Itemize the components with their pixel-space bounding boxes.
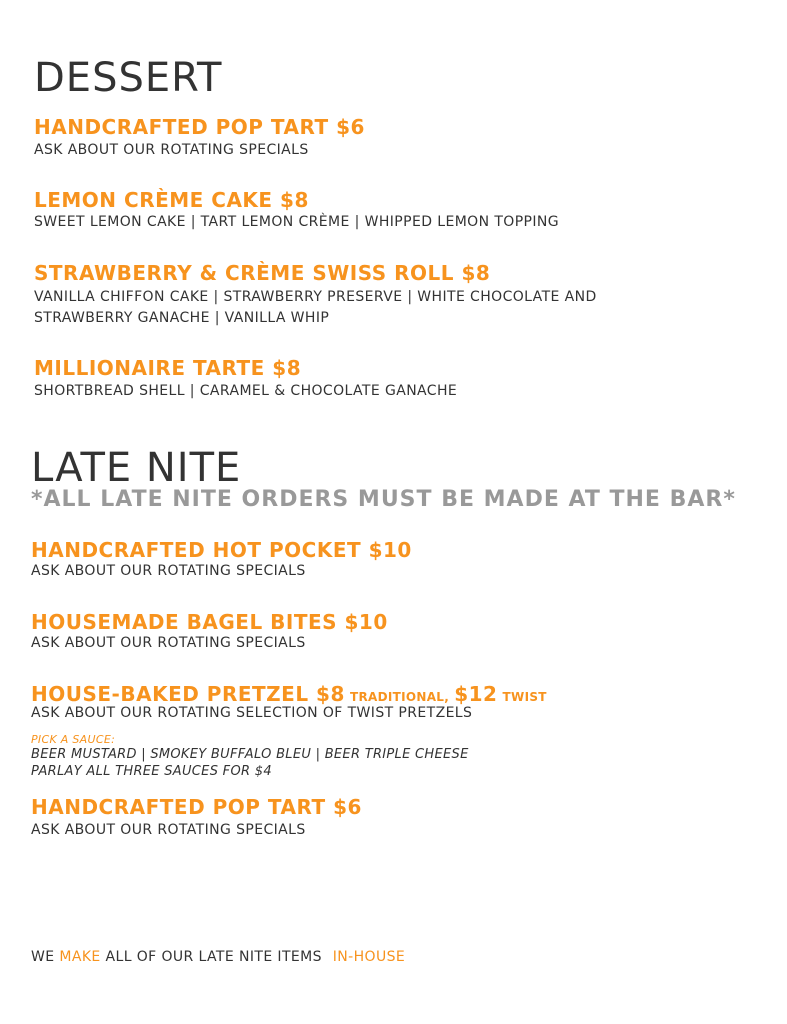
dessert-item-1-desc: ASK ABOUT OUR ROTATING SPECIALS [34, 142, 309, 158]
late-item-3-price-2: $12 [454, 682, 498, 706]
dessert-item-2-title: LEMON CRÈME CAKE $8 [34, 188, 309, 212]
late-item-2-title: HOUSEMADE BAGEL BITES $10 [31, 610, 388, 634]
sauce-options: BEER MUSTARD | SMOKEY BUFFALO BLEU | BEER TRIPLE CHEESE [31, 747, 469, 762]
late-item-2-desc: ASK ABOUT OUR ROTATING SPECIALS [31, 635, 306, 651]
late-item-3-title: HOUSE-BAKED PRETZEL $8 [31, 682, 345, 706]
dessert-item-3-desc-line1: VANILLA CHIFFON CAKE | STRAWBERRY PRESERVE | WHITE CHOCOLATE AND [34, 289, 597, 305]
footer-tagline [31, 950, 405, 964]
late-item-3-title-row [31, 684, 547, 705]
late-item-4-title: HANDCRAFTED POP TART $6 [31, 795, 362, 819]
sauce-label: PICK A SAUCE: [31, 733, 116, 746]
footer-part-1: WE [31, 949, 55, 965]
sauce-parlay: PARLAY ALL THREE SAUCES FOR $4 [31, 764, 272, 779]
footer-part-2: MAKE [59, 949, 101, 965]
footer-part-4: IN-HOUSE [332, 949, 406, 965]
dessert-item-3-desc-line2: STRAWBERRY GANACHE | VANILLA WHIP [34, 310, 330, 326]
late-nite-notice: *ALL LATE NITE ORDERS MUST BE MADE AT THE BAR* [31, 487, 736, 512]
dessert-item-4-title: MILLIONAIRE TARTE $8 [34, 356, 302, 380]
footer-part-3: ALL OF OUR LATE NITE ITEMS [105, 949, 322, 965]
dessert-item-3-title: STRAWBERRY & CRÈME SWISS ROLL $8 [34, 261, 491, 285]
dessert-heading: DESSERT [34, 55, 223, 101]
dessert-item-1-title: HANDCRAFTED POP TART $6 [34, 115, 365, 139]
late-item-3-desc: ASK ABOUT OUR ROTATING SELECTION OF TWIST PRETZELS [31, 705, 473, 721]
late-item-3-price-note-1: TRADITIONAL, [349, 690, 450, 704]
late-nite-heading: LATE NITE [31, 445, 242, 491]
late-item-4-desc: ASK ABOUT OUR ROTATING SPECIALS [31, 822, 306, 838]
late-item-1-desc: ASK ABOUT OUR ROTATING SPECIALS [31, 563, 306, 579]
dessert-item-2-desc: SWEET LEMON CAKE | TART LEMON CRÈME | WHIPPED LEMON TOPPING [34, 214, 560, 230]
dessert-item-4-desc: SHORTBREAD SHELL | CARAMEL & CHOCOLATE GANACHE [34, 383, 458, 399]
late-item-3-price-note-2: TWIST [502, 690, 547, 704]
late-item-1-title: HANDCRAFTED HOT POCKET $10 [31, 538, 412, 562]
